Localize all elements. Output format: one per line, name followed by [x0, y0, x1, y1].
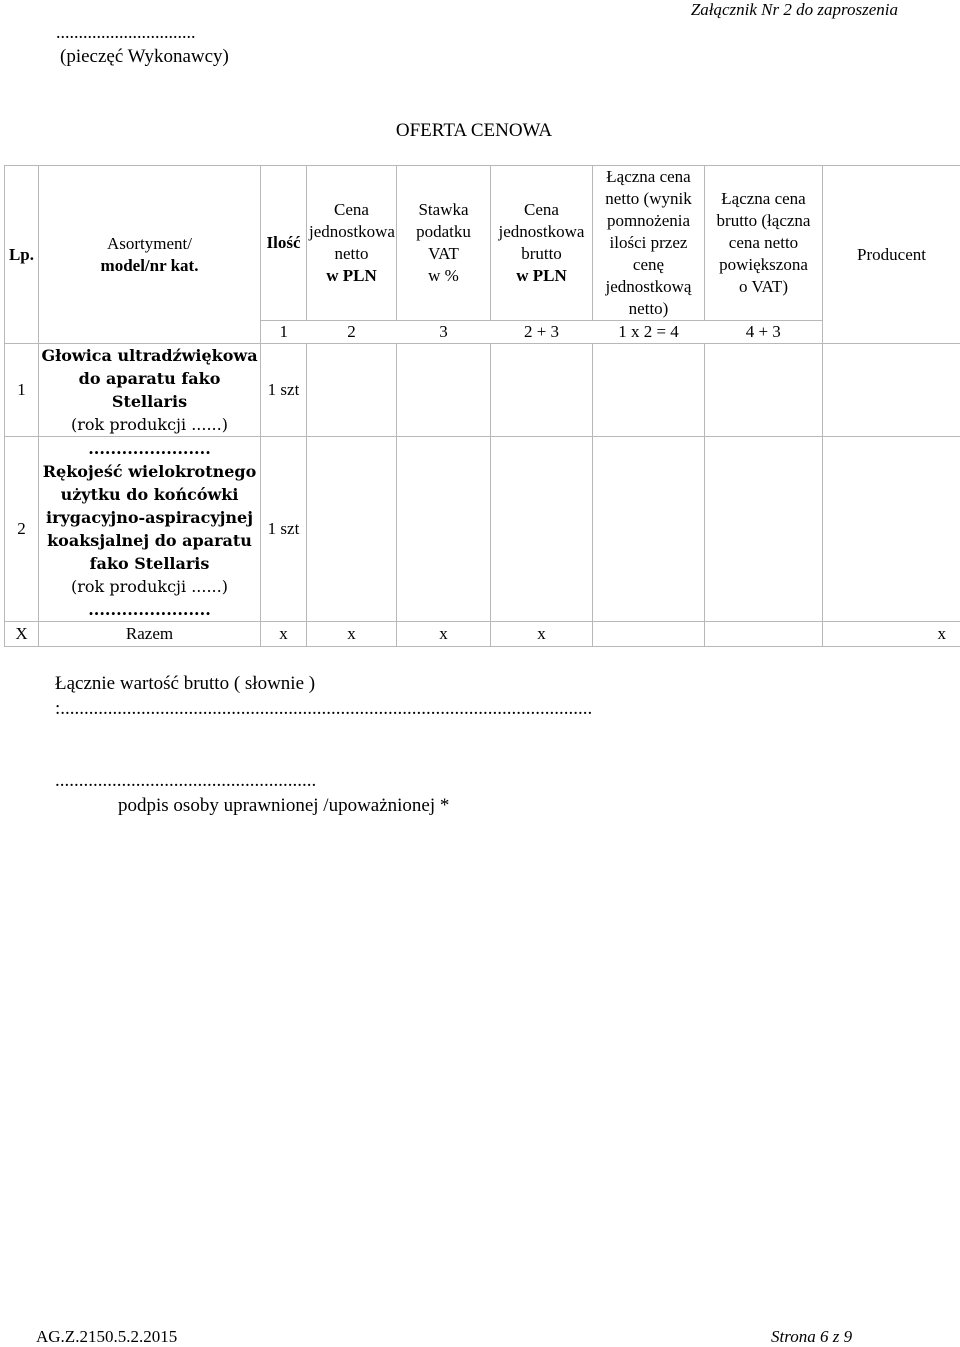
row2-desc-l3: irygacyjno-aspiracyjnej	[46, 508, 253, 527]
row1-description	[39, 344, 261, 437]
header-quantity: Ilość	[261, 166, 307, 321]
row1-producer[interactable]	[823, 344, 960, 437]
row2-desc-year: (rok produkcji ......)	[71, 577, 228, 596]
header-vat	[397, 166, 491, 321]
row2-desc-l1: Rękojeść wielokrotnego	[42, 462, 257, 481]
summary-quantity: x	[261, 622, 307, 647]
total-words-field[interactable]: :................................................................................................................	[55, 698, 593, 719]
total-words-label: Łącznie wartość brutto ( słownie )	[55, 673, 316, 694]
row2-unit-gross[interactable]	[491, 437, 593, 622]
offer-table	[4, 165, 960, 647]
row2-desc-l2: użytku do końcówki	[60, 485, 239, 504]
footer-reference: AG.Z.2150.5.2.2015	[36, 1327, 178, 1346]
summary-total-gross[interactable]	[705, 622, 823, 647]
row2-vat[interactable]	[397, 437, 491, 622]
header-total-gross-l1: Łączna cena	[721, 189, 806, 208]
summary-label: Razem	[39, 622, 261, 647]
summary-producer: x	[823, 622, 960, 647]
attachment-label: Załącznik Nr 2 do zaproszenia	[690, 0, 898, 19]
summary-unit-gross: x	[491, 622, 593, 647]
page-title-text: OFERTA CENOWA	[395, 120, 553, 141]
header-unit-net-l3: netto	[334, 244, 369, 263]
header-total-net-l1: Łączna cena	[606, 167, 691, 186]
colnum-unit-net: 2	[307, 321, 397, 344]
row2-desc-l5: fako Stellaris	[89, 554, 210, 573]
signature-dots: .......................................................	[55, 770, 317, 791]
header-unit-net-l2: jednostkowa	[309, 222, 395, 241]
header-total-gross-l5: o VAT)	[739, 277, 788, 296]
header-unit-net-l1: Cena	[334, 200, 369, 219]
stamp-dots: ...............................	[56, 22, 196, 42]
header-total-gross-l4: powiększona	[719, 255, 808, 274]
header-total-net-l7: netto)	[628, 299, 669, 318]
row2-producer[interactable]	[823, 437, 960, 622]
signature-label: podpis osoby uprawnionej /upoważnionej *	[118, 795, 450, 816]
header-total-net	[593, 166, 705, 321]
row1-unit-gross[interactable]	[491, 344, 593, 437]
row1-total-gross[interactable]	[705, 344, 823, 437]
header-total-net-l6: jednostkową	[605, 277, 692, 296]
summary-lp: X	[5, 622, 39, 647]
row2-description	[39, 437, 261, 622]
header-lp: Lp.	[5, 166, 39, 344]
row1-desc-dots: ......................	[88, 439, 211, 458]
row1-desc-year: (rok produkcji ......)	[71, 415, 228, 434]
table-row	[5, 344, 960, 437]
table-row	[5, 437, 960, 622]
header-total-net-l2: netto (wynik	[605, 189, 692, 208]
row1-total-net[interactable]	[593, 344, 705, 437]
row1-desc-l1: Głowica ultradźwiękowa	[41, 346, 258, 365]
header-assortment-line1: Asortyment/	[107, 233, 192, 253]
header-vat-l4: w %	[428, 266, 459, 285]
header-unit-gross-l4: w PLN	[516, 266, 567, 285]
header-total-net-l5: cenę	[632, 255, 665, 274]
colnum-total-gross: 4 + 3	[705, 321, 823, 344]
row2-total-net[interactable]	[593, 437, 705, 622]
row2-quantity: 1 szt	[261, 437, 307, 622]
header-unit-gross-l1: Cena	[524, 200, 559, 219]
colnum-quantity: 1	[261, 321, 307, 344]
summary-row	[5, 622, 960, 647]
header-vat-l3: VAT	[428, 244, 459, 263]
row1-desc-l2: do aparatu fako Stellaris	[78, 369, 221, 411]
row1-vat[interactable]	[397, 344, 491, 437]
header-total-gross	[705, 166, 823, 321]
header-assortment-line2: model/nr kat.	[100, 255, 199, 275]
footer-page-number: Strona 6 z 9	[771, 1327, 853, 1346]
row1-quantity: 1 szt	[261, 344, 307, 437]
row2-desc-dots: ......................	[88, 600, 211, 619]
summary-total-net[interactable]	[593, 622, 705, 647]
stamp-label: (pieczęć Wykonawcy)	[60, 46, 229, 67]
row2-lp: 2	[5, 437, 39, 622]
header-assortment	[39, 166, 261, 344]
row2-total-gross[interactable]	[705, 437, 823, 622]
header-vat-l1: Stawka	[418, 200, 469, 219]
row2-desc-l4: koaksjalnej do aparatu	[47, 531, 252, 550]
header-unit-gross	[491, 166, 593, 321]
row1-lp: 1	[5, 344, 39, 437]
header-total-net-l4: ilości przez	[609, 233, 688, 252]
header-unit-net-l4: w PLN	[326, 266, 377, 285]
summary-unit-net: x	[307, 622, 397, 647]
header-unit-gross-l3: brutto	[521, 244, 562, 263]
header-vat-l2: podatku	[416, 222, 471, 241]
header-total-gross-l2: brutto (łączna	[716, 211, 811, 230]
header-producer: Producent	[823, 166, 960, 344]
colnum-vat: 3	[397, 321, 491, 344]
row1-unit-net[interactable]	[307, 344, 397, 437]
header-total-net-l3: pomnożenia	[606, 211, 691, 230]
header-total-gross-l3: cena netto	[728, 233, 799, 252]
summary-vat: x	[397, 622, 491, 647]
colnum-unit-gross: 2 + 3	[491, 321, 593, 344]
colnum-total-net: 1 x 2 = 4	[593, 321, 705, 344]
row2-unit-net[interactable]	[307, 437, 397, 622]
header-row	[5, 166, 960, 321]
header-unit-net	[307, 166, 397, 321]
header-unit-gross-l2: jednostkowa	[498, 222, 585, 241]
page-title	[0, 120, 960, 142]
